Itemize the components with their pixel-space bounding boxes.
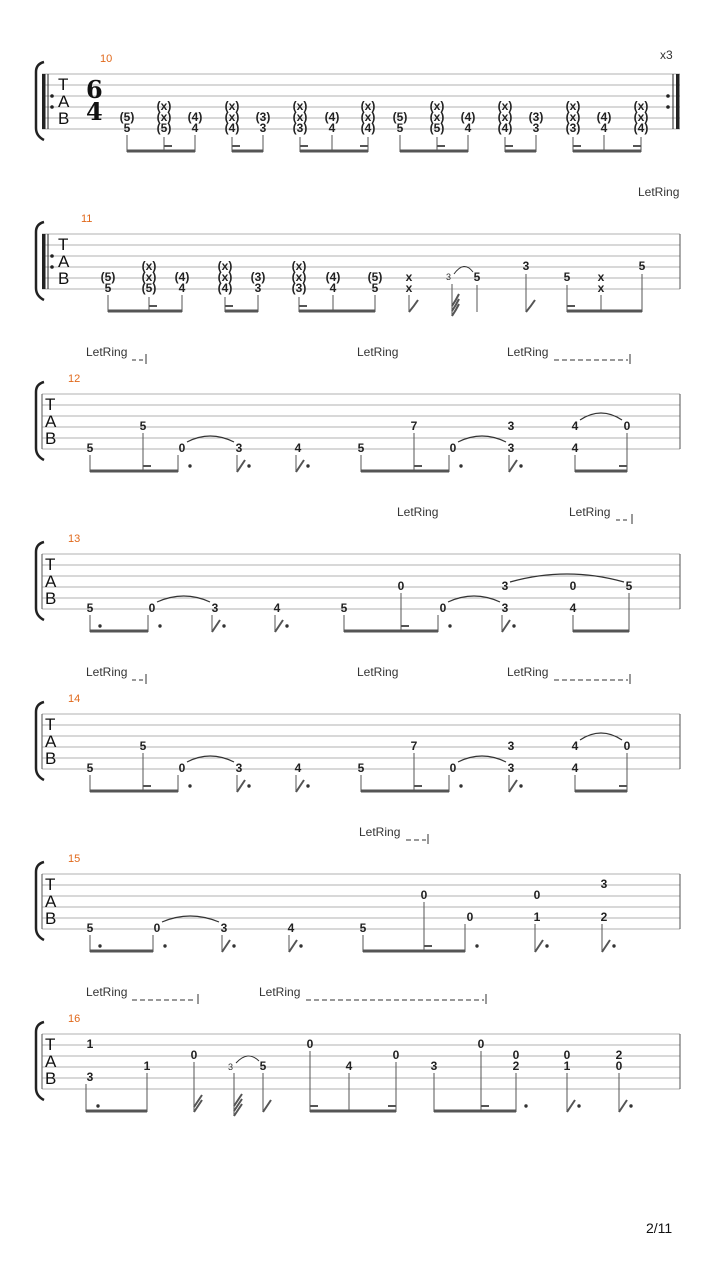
fret-number: 4 (571, 761, 579, 775)
fret-number: 7 (410, 419, 418, 433)
let-ring-label: LetRing (357, 345, 399, 359)
system-measure-13 (36, 505, 680, 632)
tab-clef (45, 715, 57, 768)
tab-clef (45, 395, 57, 448)
fret-number: (x) (217, 270, 233, 284)
fret-number: 4 (191, 121, 199, 135)
fret-number: (x) (497, 110, 513, 124)
staff-lines (42, 554, 680, 609)
fret-number: (5) (100, 270, 116, 284)
let-ring-label: LetRing (86, 665, 128, 679)
fret-number: 5 (625, 579, 633, 593)
slur (236, 1056, 259, 1063)
fret-number: 4 (178, 281, 186, 295)
fret-number: 0 (569, 579, 577, 593)
fret-number: 5 (123, 121, 131, 135)
fret-number: 1 (143, 1059, 151, 1073)
fret-number: (x) (633, 99, 649, 113)
fret-number: 3 (235, 441, 243, 455)
fret-number: 5 (371, 281, 379, 295)
tuplet-marker: 3 (228, 1062, 234, 1072)
fret-number: 3 (507, 739, 515, 753)
fret-number: 0 (449, 761, 457, 775)
fret-number: 2 (512, 1059, 520, 1073)
fret-number: 0 (439, 601, 447, 615)
fret-number: 0 (623, 419, 631, 433)
fret-number: 0 (148, 601, 156, 615)
fret-number: 0 (178, 761, 186, 775)
fret-number: 3 (430, 1059, 438, 1073)
fret-number: 3 (259, 121, 267, 135)
let-ring-label: LetRing (259, 985, 301, 999)
tab-clef (45, 555, 57, 608)
fret-number: 3 (532, 121, 540, 135)
fret-number: (x) (291, 270, 307, 284)
svg-text:A: A (58, 92, 70, 111)
fret-number: 0 (190, 1048, 198, 1062)
fret-number: (4) (224, 121, 240, 135)
fret-number: 5 (396, 121, 404, 135)
fret-number: (4) (325, 270, 341, 284)
fret-number: (3) (291, 281, 307, 295)
fret-number: 0 (392, 1048, 400, 1062)
tab-clef (58, 75, 70, 128)
ties (162, 916, 219, 922)
fret-number: 4 (464, 121, 472, 135)
fret-number: (x) (497, 99, 513, 113)
fret-number: (3) (565, 121, 581, 135)
notes (87, 877, 608, 935)
system-measure-14 (36, 665, 680, 792)
fret-number: 3 (507, 441, 515, 455)
repeat-end-bar (666, 74, 679, 129)
fret-number: 1 (563, 1059, 571, 1073)
fret-number: x (405, 270, 413, 284)
fret-number: 5 (104, 281, 112, 295)
fret-number: 5 (86, 601, 94, 615)
fret-number: 4 (345, 1059, 353, 1073)
fret-number: (x) (224, 99, 240, 113)
let-ring-extent (132, 354, 146, 364)
fret-number: 5 (359, 921, 367, 935)
repeat-start-bar (42, 234, 54, 289)
fret-number: 3 (600, 877, 608, 891)
let-ring-extent (132, 674, 146, 684)
svg-text:T: T (58, 235, 69, 254)
fret-number: 4 (571, 441, 579, 455)
fret-number: (4) (497, 121, 513, 135)
notes (87, 739, 631, 775)
let-ring-extent (406, 834, 428, 844)
let-ring-label: LetRing (569, 505, 611, 519)
let-ring-label: LetRing (359, 825, 401, 839)
let-ring-extent (616, 514, 632, 524)
svg-text:B: B (45, 589, 57, 608)
fret-number: 4 (600, 121, 608, 135)
fret-number: 5 (139, 739, 147, 753)
notes (101, 259, 646, 295)
fret-number: 4 (329, 281, 337, 295)
tuplet-marker: 3 (446, 272, 452, 282)
staff-lines (42, 234, 680, 289)
svg-text:T: T (58, 75, 69, 94)
fret-number: (4) (633, 121, 649, 135)
let-ring-extent (132, 994, 198, 1004)
fret-number: 3 (254, 281, 262, 295)
let-ring-extent (554, 674, 630, 684)
fret-number: 4 (287, 921, 295, 935)
fret-number: 5 (259, 1059, 267, 1073)
fret-number: (x) (291, 259, 307, 273)
measure-number: 12 (68, 373, 81, 385)
fret-number: 0 (563, 1048, 571, 1062)
fret-number: 4 (571, 739, 579, 753)
fret-number: (4) (596, 110, 612, 124)
fret-number: (x) (360, 99, 376, 113)
svg-text:A: A (58, 252, 70, 271)
staff-lines (42, 1034, 680, 1089)
svg-text:A: A (45, 572, 57, 591)
fret-number: (5) (141, 281, 157, 295)
svg-text:A: A (45, 892, 57, 911)
fret-number: 5 (563, 270, 571, 284)
svg-text:T: T (45, 875, 56, 894)
time-signature-top: 6 (86, 75, 103, 104)
measure-number: 11 (81, 213, 93, 225)
let-ring-label: LetRing (86, 985, 128, 999)
fret-number: (x) (141, 270, 157, 284)
rhythm-beams (90, 593, 629, 632)
fret-number: 5 (139, 419, 147, 433)
fret-number: (x) (156, 99, 172, 113)
svg-text:T: T (45, 555, 56, 574)
svg-text:B: B (45, 909, 57, 928)
measure-number: 14 (68, 693, 81, 705)
fret-number: 3 (507, 419, 515, 433)
fret-number: (x) (156, 110, 172, 124)
repeat-start-bar (42, 74, 54, 129)
system-measure-11 (36, 185, 680, 316)
tab-clef (45, 1035, 57, 1088)
fret-number: 5 (340, 601, 348, 615)
fret-number: 2 (600, 910, 608, 924)
svg-text:B: B (45, 429, 57, 448)
fret-number: (x) (565, 99, 581, 113)
fret-number: 2 (615, 1048, 623, 1062)
fret-number: (5) (429, 121, 445, 135)
fret-number: 0 (623, 739, 631, 753)
fret-number: (x) (217, 259, 233, 273)
fret-number: (x) (224, 110, 240, 124)
system-measure-16 (36, 985, 680, 1116)
fret-number: (3) (292, 121, 308, 135)
fret-number: 5 (357, 761, 365, 775)
fret-number: 0 (533, 888, 541, 902)
fret-number: (3) (250, 270, 266, 284)
fret-number: 1 (86, 1037, 94, 1051)
fret-number: 4 (273, 601, 281, 615)
fret-number: (5) (119, 110, 135, 124)
let-ring-label: LetRing (397, 505, 439, 519)
let-ring-label: LetRing (638, 185, 680, 199)
fret-number: (x) (429, 99, 445, 113)
fret-number: 5 (86, 921, 94, 935)
fret-number: (x) (429, 110, 445, 124)
svg-text:B: B (58, 269, 70, 288)
fret-number: (3) (528, 110, 544, 124)
notes (87, 579, 633, 615)
time-signature-bottom: 4 (86, 97, 103, 126)
let-ring-label: LetRing (357, 665, 399, 679)
fret-number: (x) (141, 259, 157, 273)
measure-number: 15 (68, 853, 81, 865)
fret-number: (x) (360, 110, 376, 124)
fret-number: (x) (292, 110, 308, 124)
fret-number: 3 (501, 601, 509, 615)
fret-number: x (597, 281, 605, 295)
fret-number: (5) (392, 110, 408, 124)
svg-text:T: T (45, 395, 56, 414)
fret-number: 3 (501, 579, 509, 593)
system-measure-12 (36, 345, 680, 472)
let-ring-extent (306, 994, 486, 1004)
rhythm-beams (86, 1051, 633, 1116)
fret-number: 3 (86, 1070, 94, 1084)
page-number: 2/11 (646, 1220, 673, 1236)
svg-text:B: B (58, 109, 70, 128)
svg-text:B: B (45, 1069, 57, 1088)
fret-number: (4) (360, 121, 376, 135)
svg-text:A: A (45, 732, 57, 751)
fret-number: (x) (292, 99, 308, 113)
fret-number: 7 (410, 739, 418, 753)
let-ring-label: LetRing (86, 345, 128, 359)
fret-number: 3 (522, 259, 530, 273)
measure-number: 16 (68, 1013, 81, 1025)
fret-number: 3 (235, 761, 243, 775)
notes (87, 1037, 623, 1084)
system-measure-15 (36, 825, 680, 952)
fret-number: 0 (178, 441, 186, 455)
fret-number: 5 (86, 761, 94, 775)
fret-number: 3 (211, 601, 219, 615)
fret-number: 0 (397, 579, 405, 593)
measure-number: 13 (68, 533, 81, 545)
fret-number: (3) (255, 110, 271, 124)
fret-number: 5 (638, 259, 646, 273)
measure-number: 10 (100, 53, 113, 65)
tab-clef (45, 875, 57, 928)
fret-number: 0 (512, 1048, 520, 1062)
fret-number: 3 (220, 921, 228, 935)
fret-number: (5) (156, 121, 172, 135)
fret-number: (4) (174, 270, 190, 284)
slur (454, 266, 473, 274)
fret-number: (4) (217, 281, 233, 295)
fret-number: (4) (460, 110, 476, 124)
fret-number: (4) (187, 110, 203, 124)
fret-number: 0 (477, 1037, 485, 1051)
notes (87, 419, 631, 455)
fret-number: x (597, 270, 605, 284)
fret-number: (x) (565, 110, 581, 124)
fret-number: 0 (466, 910, 474, 924)
fret-number: 0 (449, 441, 457, 455)
fret-number: 0 (306, 1037, 314, 1051)
fret-number: 3 (507, 761, 515, 775)
tab-clef (58, 235, 70, 288)
fret-number: 4 (294, 761, 302, 775)
svg-text:B: B (45, 749, 57, 768)
fret-number: 0 (615, 1059, 623, 1073)
fret-number: (x) (633, 110, 649, 124)
fret-number: 4 (294, 441, 302, 455)
let-ring-label: LetRing (507, 665, 549, 679)
fret-number: 1 (533, 910, 541, 924)
fret-number: 0 (420, 888, 428, 902)
svg-text:T: T (45, 1035, 56, 1054)
fret-number: (4) (324, 110, 340, 124)
svg-text:A: A (45, 1052, 57, 1071)
fret-number: x (405, 281, 413, 295)
svg-text:T: T (45, 715, 56, 734)
fret-number: 4 (328, 121, 336, 135)
fret-number: 4 (571, 419, 579, 433)
svg-text:A: A (45, 412, 57, 431)
system-measure-10 (36, 48, 680, 152)
let-ring-label: LetRing (507, 345, 549, 359)
fret-number: 5 (357, 441, 365, 455)
fret-number: (5) (367, 270, 383, 284)
rhythm-beams (127, 135, 641, 152)
repeat-count: x3 (660, 48, 673, 62)
fret-number: 5 (86, 441, 94, 455)
fret-number: 5 (473, 270, 481, 284)
fret-number: 0 (153, 921, 161, 935)
notes (120, 99, 649, 135)
fret-number: 4 (569, 601, 577, 615)
let-ring-extent (554, 354, 630, 364)
